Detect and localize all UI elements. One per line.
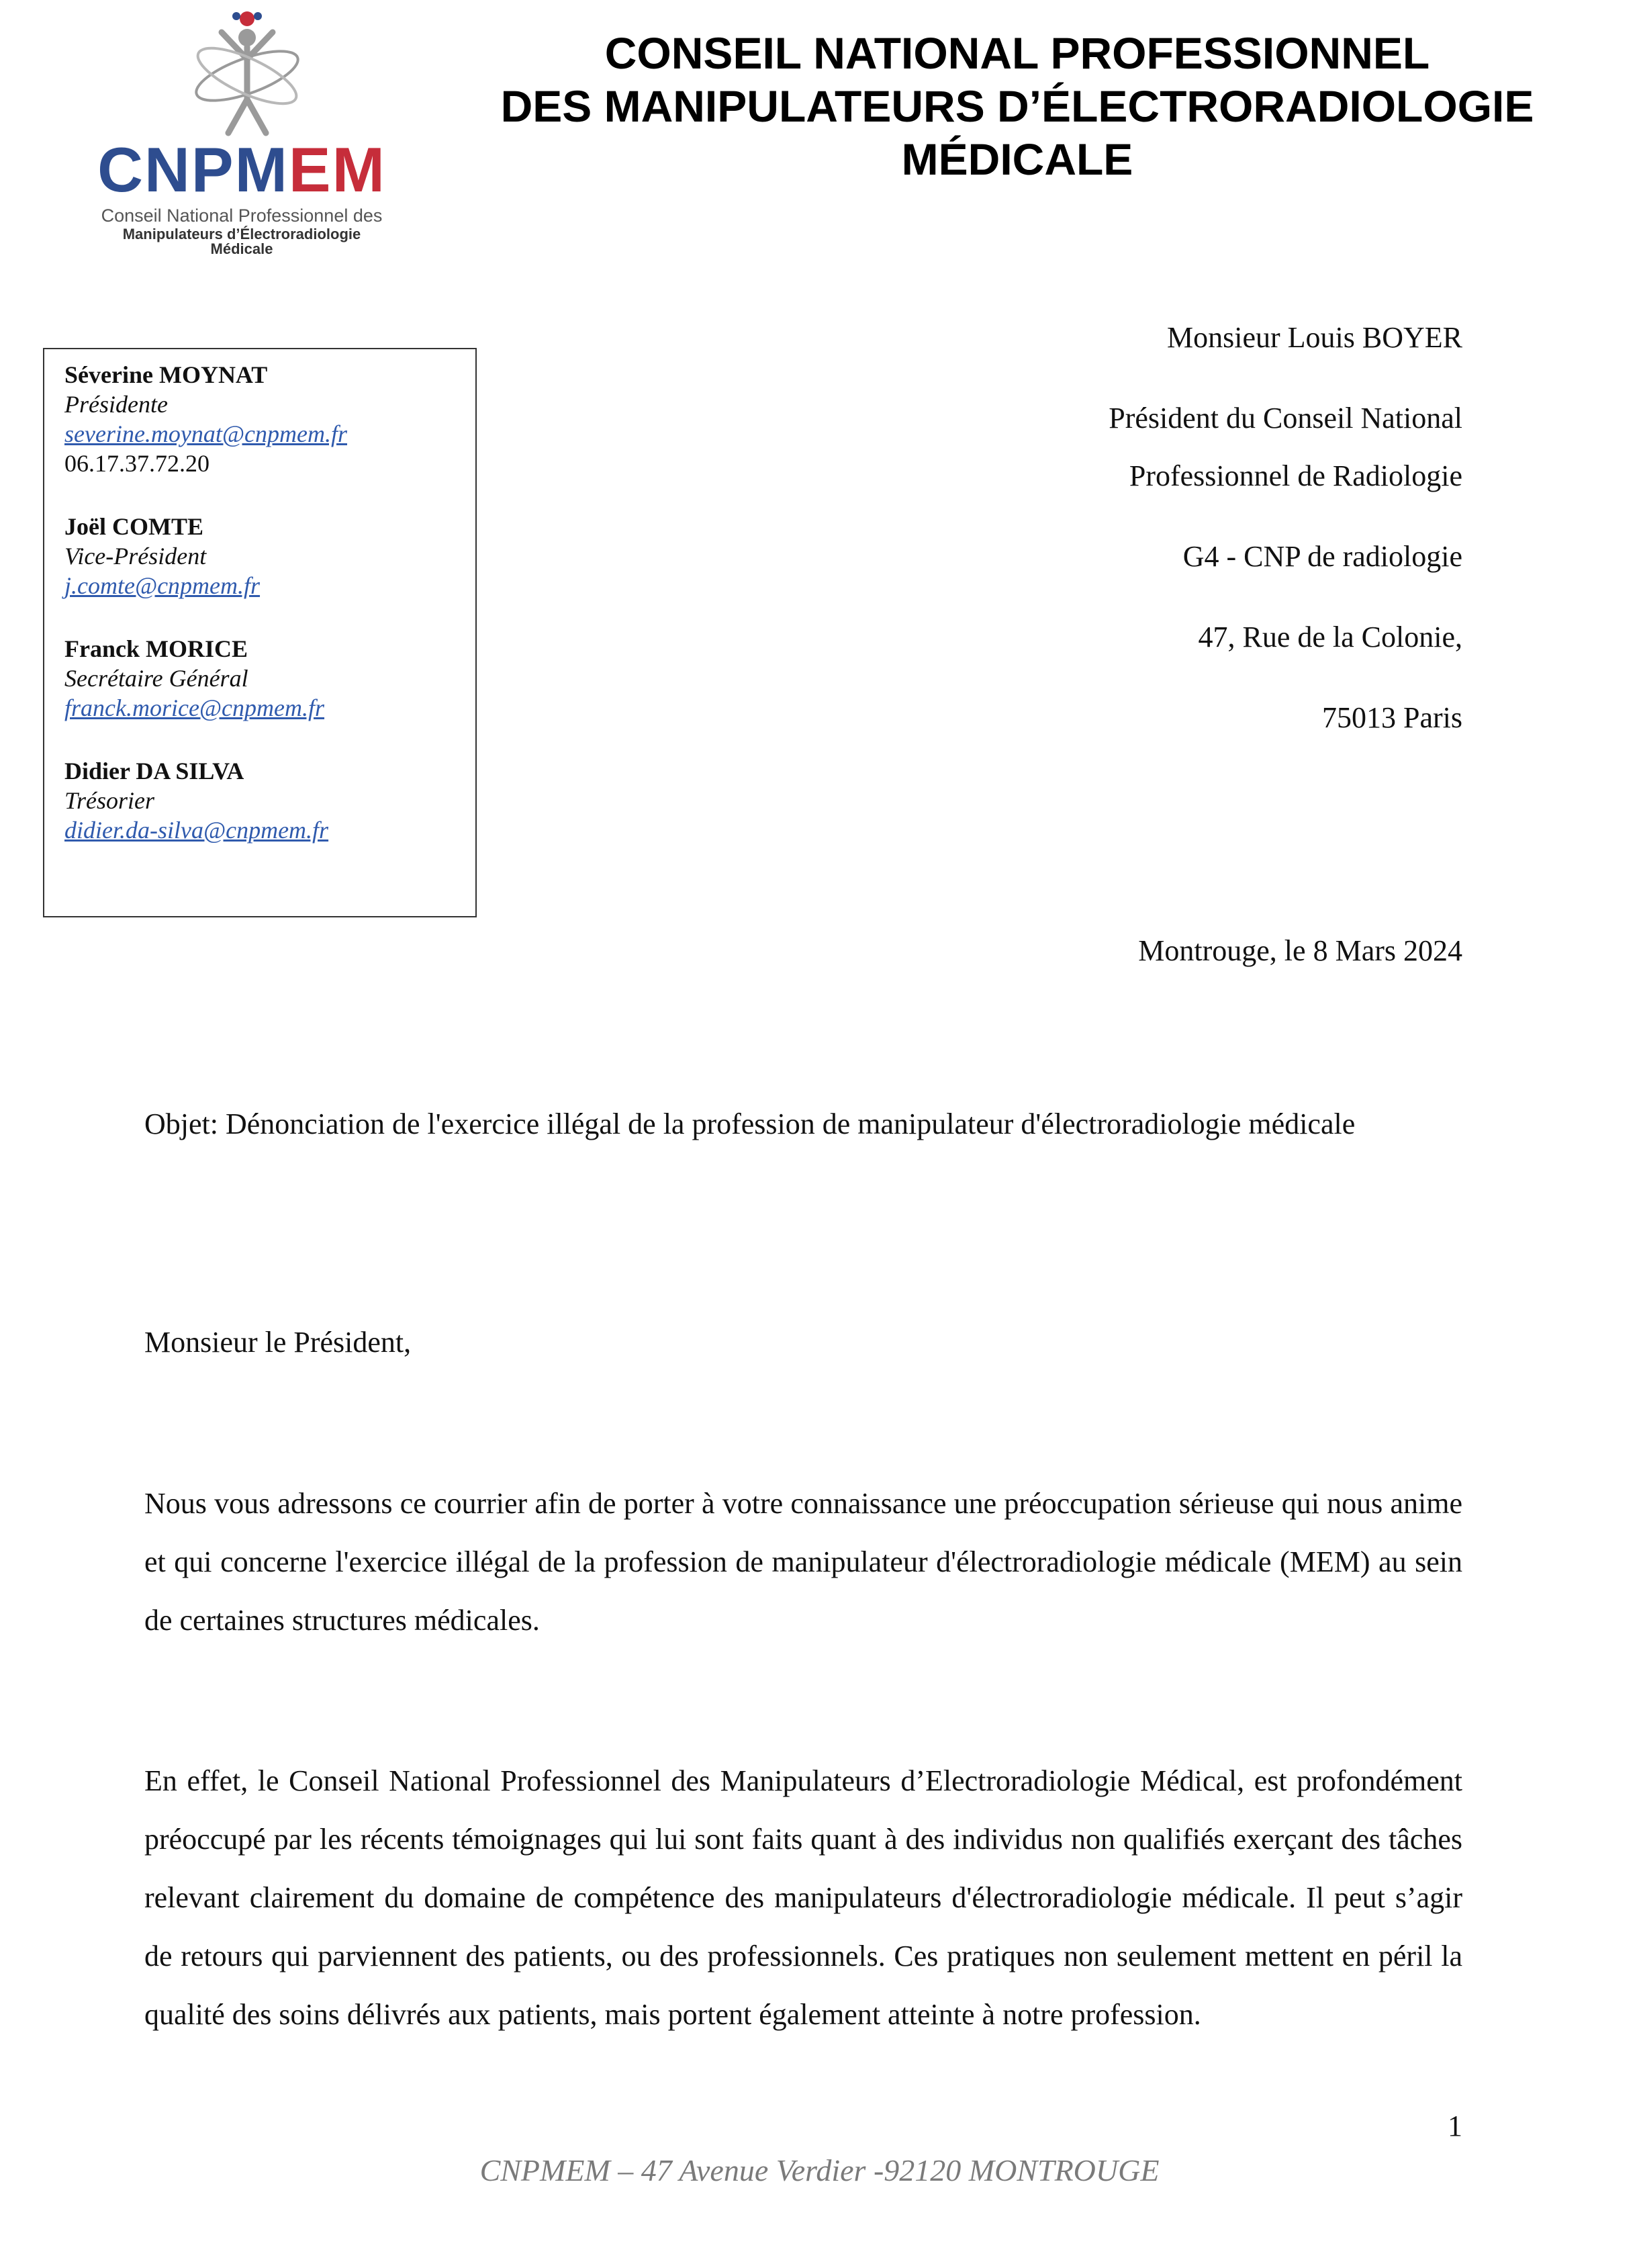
recipient-name: Monsieur Louis BOYER xyxy=(1167,321,1462,354)
contact-name: Franck MORICE xyxy=(64,635,248,662)
letter-subject: Objet: Dénonciation de l'exercice illégal de la profession de manipulateur d'électroradiologie médicale xyxy=(144,1107,1356,1140)
contact-role: Présidente xyxy=(64,391,168,418)
logo-emblem-icon xyxy=(94,5,389,140)
recipient-title-line2: Professionnel de Radiologie xyxy=(1129,459,1462,492)
contact-email-link[interactable]: severine.moynat@cnpmem.fr xyxy=(64,420,347,447)
title-line-2: DES MANIPULATEURS D’ÉLECTRORADIOLOGIE xyxy=(500,81,1534,131)
contact-phone: 06.17.37.72.20 xyxy=(64,450,209,477)
logo-acronym xyxy=(94,134,389,205)
logo-acronym-red: EM xyxy=(288,134,386,205)
contact-name: Séverine MOYNAT xyxy=(64,361,268,388)
cnpmem-logo xyxy=(94,5,389,257)
title-line-3: MÉDICALE xyxy=(901,134,1133,184)
board-contacts-box xyxy=(43,348,477,917)
title-line-1: CONSEIL NATIONAL PROFESSIONNEL xyxy=(604,28,1430,78)
page-number: 1 xyxy=(1448,2110,1462,2142)
logo-acronym-blue: CNPM xyxy=(97,134,289,205)
contact-email-link[interactable]: franck.morice@cnpmem.fr xyxy=(64,694,325,721)
contact-name: Didier DA SILVA xyxy=(64,758,244,784)
letter-paragraph: Nous vous adressons ce courrier afin de porter à votre connaissance une préoccupation sérieuse qui nous anime et qui concerne l'exercice illégal de la profession de manipulateur d'électroradiologie médicale (MEM) au sein de certaines structures médicales. xyxy=(144,1487,1462,1637)
recipient-title-line1: Président du Conseil National xyxy=(1109,402,1462,435)
recipient-org: G4 - CNP de radiologie xyxy=(1182,540,1462,573)
contact-role: Vice-Président xyxy=(64,543,207,570)
contact-name: Joël COMTE xyxy=(64,513,203,540)
recipient-city: 75013 Paris xyxy=(1322,701,1462,734)
contact-email-link[interactable]: didier.da-silva@cnpmem.fr xyxy=(64,817,329,844)
logo-subtitle-line1: Conseil National Professionnel des xyxy=(101,206,383,226)
contact-role: Secrétaire Général xyxy=(64,665,248,692)
recipient-street: 47, Rue de la Colonie, xyxy=(1198,621,1462,653)
letter-salutation: Monsieur le Président, xyxy=(144,1326,412,1359)
contact-entry xyxy=(64,756,457,845)
contact-email-link[interactable]: j.comte@cnpmem.fr xyxy=(64,572,261,599)
page-footer-address: CNPMEM – 47 Avenue Verdier -92120 MONTROUGE xyxy=(479,2153,1160,2187)
letter-paragraph: En effet, le Conseil National Professionnel des Manipulateurs d’Electroradiologie Médical, est profondément préoccupé par les récents témoignages qui lui sont faits quant à des individus non qualifiés exerçant des tâches relevant clairement du domaine de compétence des manipulateurs d'électroradiologie médicale. Il peut s’agir de retours qui parviennent des patients, ou des professionnels. Ces pratiques non seulement mettent en péril la qualité des soins délivrés aux patients, mais portent également atteinte à notre profession. xyxy=(144,1764,1462,2031)
recipient-address-block xyxy=(858,309,1462,747)
organization-title xyxy=(470,27,1564,186)
letter-date: Montrouge, le 8 Mars 2024 xyxy=(1138,934,1462,967)
logo-subtitle-line2: Manipulateurs d’Électroradiologie Médicale xyxy=(122,226,361,257)
contact-entry xyxy=(64,360,457,478)
contact-role: Trésorier xyxy=(64,787,155,814)
contact-entry xyxy=(64,634,457,723)
contact-entry xyxy=(64,512,457,600)
